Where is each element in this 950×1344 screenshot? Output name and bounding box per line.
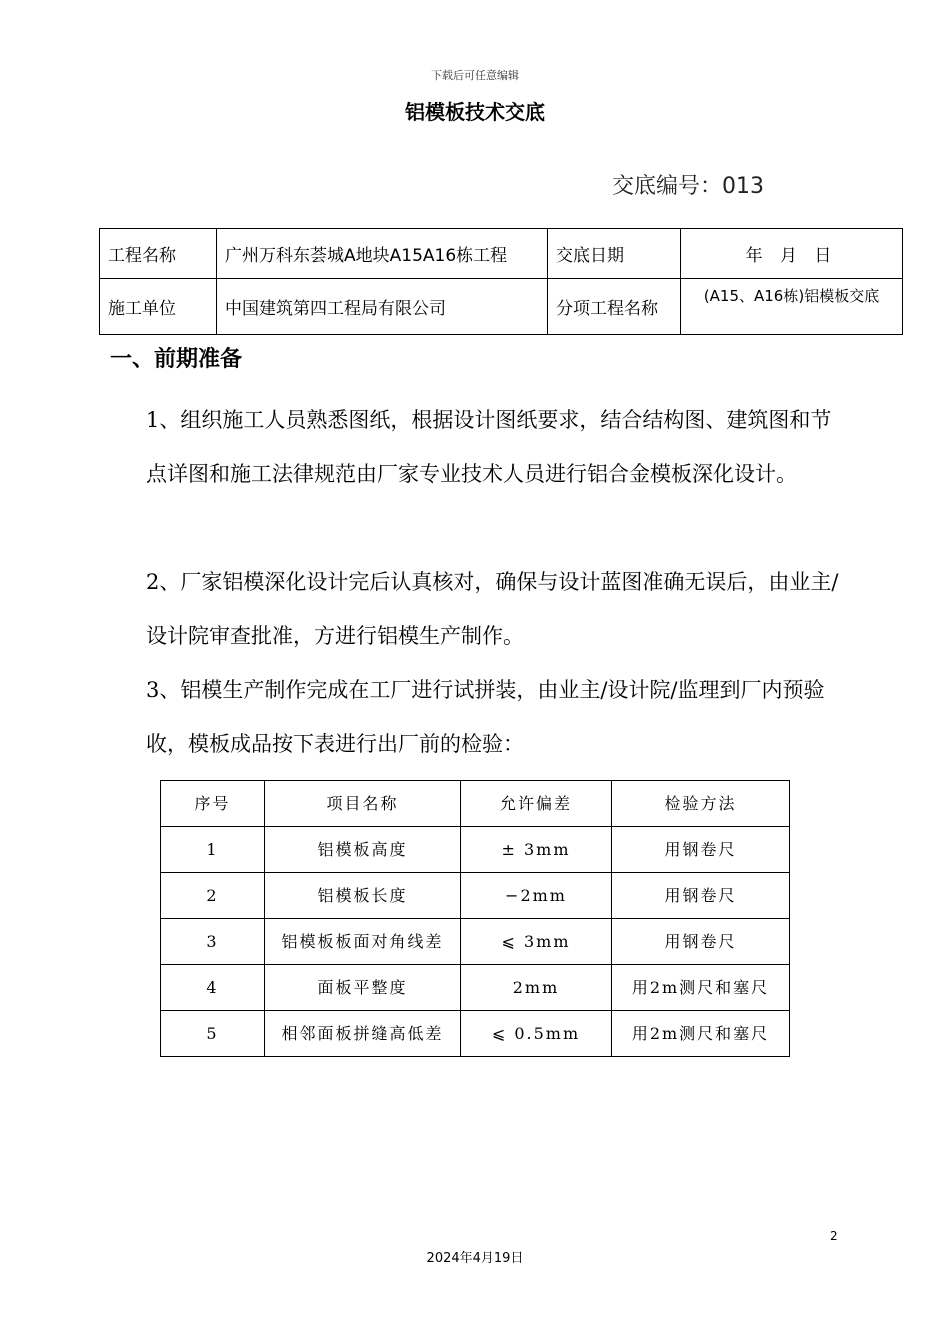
cell-method: 用钢卷尺 [612, 873, 790, 919]
cell-index: 1 [161, 827, 265, 873]
cell-method: 用钢卷尺 [612, 827, 790, 873]
cell-index: 3 [161, 919, 265, 965]
project-name-label: 工程名称 [100, 229, 217, 279]
cell-tolerance: ⩽ 3mm [461, 919, 612, 965]
cell-item-name: 铝模板板面对角线差 [265, 919, 461, 965]
cell-item-name: 面板平整度 [265, 965, 461, 1011]
cell-index: 4 [161, 965, 265, 1011]
cell-tolerance: −2mm [461, 873, 612, 919]
construction-unit-label: 施工单位 [100, 279, 217, 335]
table-row [161, 919, 790, 965]
header-tolerance: 允许偏差 [461, 781, 612, 827]
handover-date-label: 交底日期 [548, 229, 681, 279]
cell-method: 用2m测尺和塞尺 [612, 1011, 790, 1057]
sub-project-value: (A15、A16栋)铝模板交底 [681, 279, 903, 335]
handover-date-value: 年 月 日 [681, 229, 903, 279]
paragraph-3: 3、铝模生产制作完成在工厂进行试拼装，由业主/设计院/监理到厂内预验收，模板成品按下表进行出厂前的检验： [146, 678, 825, 756]
cell-method: 用钢卷尺 [612, 919, 790, 965]
info-table [99, 228, 903, 335]
cell-item-name: 铝模板长度 [265, 873, 461, 919]
cell-tolerance: ± 3mm [461, 827, 612, 873]
info-row-unit [100, 279, 903, 335]
cell-item-name: 铝模板高度 [265, 827, 461, 873]
page-title: 铝模板技术交底 [405, 100, 545, 124]
header-method: 检验方法 [612, 781, 790, 827]
section-heading: 一、前期准备 [110, 347, 243, 372]
table-header-row [161, 781, 790, 827]
doc-number: 交底编号：013 [612, 174, 764, 199]
info-row-project [100, 229, 903, 279]
paragraph-1: 1、组织施工人员熟悉图纸，根据设计图纸要求，结合结构图、建筑图和节点详图和施工法律规范由厂家专业技术人员进行铝合金模板深化设计。 [146, 408, 832, 486]
table-row [161, 1011, 790, 1057]
inspection-table [160, 780, 790, 1057]
cell-tolerance: 2mm [461, 965, 612, 1011]
construction-unit-value: 中国建筑第四工程局有限公司 [217, 279, 548, 335]
cell-index: 2 [161, 873, 265, 919]
page-number: 2 [830, 1229, 838, 1243]
cell-tolerance: ⩽ 0.5mm [461, 1011, 612, 1057]
cell-item-name: 相邻面板拼缝高低差 [265, 1011, 461, 1057]
table-row [161, 965, 790, 1011]
top-note: 下载后可任意编辑 [431, 69, 519, 82]
table-row [161, 873, 790, 919]
header-item-name: 项目名称 [265, 781, 461, 827]
footer-date: 2024年4月19日 [426, 1251, 524, 1266]
header-index: 序号 [161, 781, 265, 827]
sub-project-label: 分项工程名称 [548, 279, 681, 335]
project-name-value: 广州万科东荟城A地块A15A16栋工程 [217, 229, 548, 279]
paragraph-2: 2、厂家铝模深化设计完后认真核对，确保与设计蓝图准确无误后，由业主/设计院审查批准，方进行铝模生产制作。 [146, 570, 839, 648]
cell-index: 5 [161, 1011, 265, 1057]
cell-method: 用2m测尺和塞尺 [612, 965, 790, 1011]
table-row [161, 827, 790, 873]
